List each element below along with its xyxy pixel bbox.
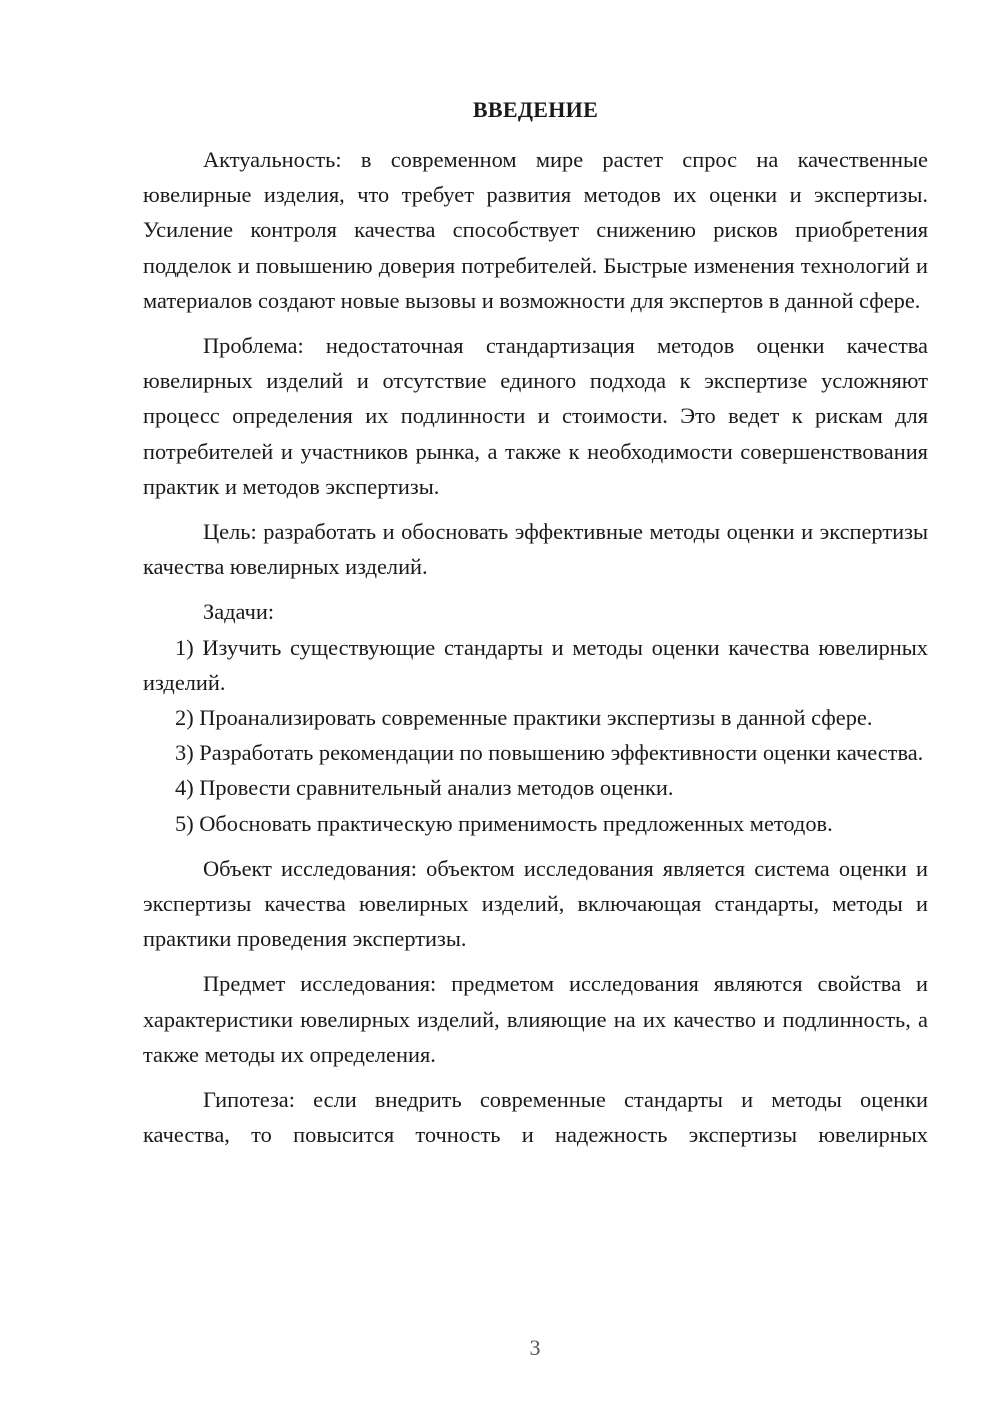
task-item-1: 1) Изучить существующие стандарты и методы оценки качества ювелирных изделий. bbox=[143, 634, 928, 695]
task-item-4: 4) Провести сравнительный анализ методов оценки. bbox=[175, 775, 674, 801]
document-page bbox=[143, 92, 928, 1152]
paragraph-subject: Предмет исследования: предметом исследования являются свойства и характеристики ювелирных изделий, влияющие на их качество и подлинность, а также методы их определения. bbox=[143, 971, 928, 1067]
task-item-2: 2) Проанализировать современные практики экспертизы в данной сфере. bbox=[175, 705, 873, 731]
page-number: 3 bbox=[529, 1335, 541, 1360]
paragraph-goal: Цель: разработать и обосновать эффективные методы оценки и экспертизы качества ювелирных изделий. bbox=[143, 519, 928, 580]
tasks-heading: Задачи: bbox=[203, 599, 275, 625]
paragraph-problem: Проблема: недостаточная стандартизация методов оценки качества ювелирных изделий и отсутствие единого подхода к экспертизе усложняют процесс определения их подлинности и стоимости. Это ведет к рискам для потребителей и участников рынка, а также к необходимости совершенствования практик и методов экспертизы. bbox=[143, 333, 928, 499]
task-item-5: 5) Обосновать практическую применимость предложенных методов. bbox=[175, 810, 833, 836]
task-item-3: 3) Разработать рекомендации по повышению эффективности оценки качества. bbox=[175, 740, 924, 766]
paragraph-hypothesis: Гипотеза: если внедрить современные стандарты и методы оценки качества, то повысится точность и надежность экспертизы ювелирных bbox=[143, 1087, 928, 1148]
page-title: ВВЕДЕНИЕ bbox=[472, 97, 599, 122]
paragraph-relevance: Актуальность: в современном мире растет спрос на качественные ювелирные изделия, что требует развития методов их оценки и экспертизы. Усиление контроля качества способствует снижению рисков приобретения подделок и повышению доверия потребителей. Быстрые изменения технологий и материалов создают новые вызовы и возможности для экспертов в данной сфере. bbox=[143, 147, 928, 313]
paragraph-object: Объект исследования: объектом исследования является система оценки и экспертизы качества ювелирных изделий, включающая стандарты, методы и практики проведения экспертизы. bbox=[143, 855, 928, 952]
